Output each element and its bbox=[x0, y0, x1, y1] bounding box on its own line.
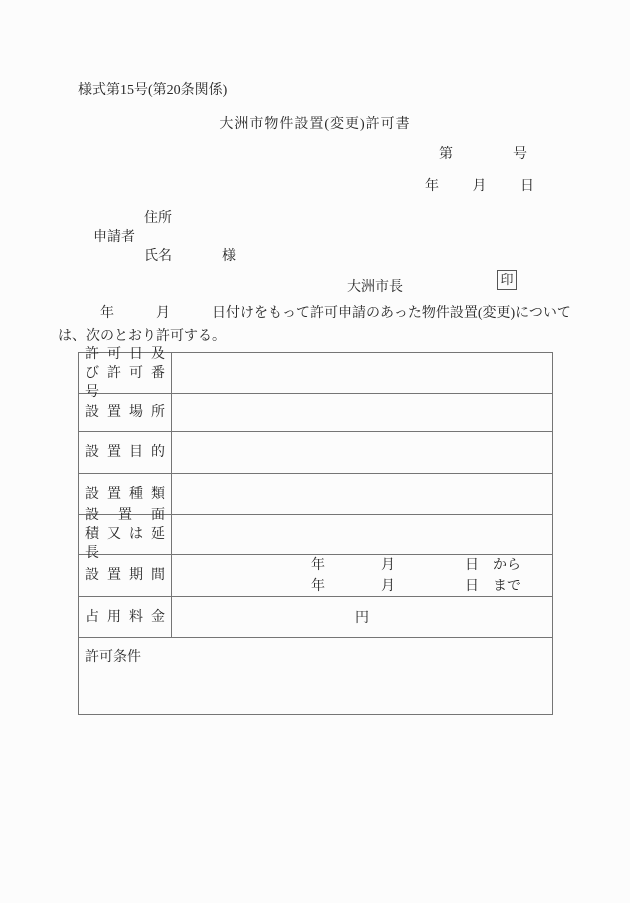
body-line-2: は、次のとおり許可する。 bbox=[58, 329, 226, 344]
form-number: 様式第15号(第20条関係) bbox=[78, 83, 228, 98]
permit-conditions-label: 許可条件 bbox=[85, 650, 141, 665]
document-number-line bbox=[439, 143, 527, 163]
permit-table bbox=[78, 346, 553, 715]
table-row-install-period bbox=[79, 555, 552, 597]
table-row-install-purpose bbox=[79, 432, 552, 474]
row-label: 設 置 面 積 又 は 延 長 bbox=[79, 515, 172, 554]
date-day-label: 日 bbox=[520, 179, 534, 194]
row-value-blank bbox=[172, 515, 552, 554]
table-row-permit-date-number bbox=[79, 346, 552, 400]
row-value-period bbox=[172, 555, 552, 596]
doc-number-suffix: 号 bbox=[513, 147, 527, 162]
table-row-permit-conditions bbox=[79, 638, 552, 714]
issuer-title: 大洲市長 bbox=[347, 280, 403, 295]
page-title: 大洲市物件設置(変更)許可書 bbox=[219, 117, 411, 132]
table-row-install-location bbox=[79, 394, 552, 432]
row-label: 許 可 日 及 び 許 可 番 号 bbox=[79, 353, 172, 393]
row-value-blank bbox=[172, 474, 552, 514]
doc-number-prefix: 第 bbox=[439, 147, 453, 162]
period-from-line: 年 月 日 から bbox=[311, 557, 521, 573]
seal-mark: 印 bbox=[497, 270, 517, 290]
applicant-group-label: 申請者 bbox=[93, 230, 135, 245]
row-label: 占 用 料 金 bbox=[79, 597, 172, 637]
row-value-blank bbox=[172, 432, 552, 473]
row-label: 設 置 目 的 bbox=[79, 432, 172, 473]
row-value-blank bbox=[172, 394, 552, 431]
permit-conditions-cell bbox=[79, 638, 552, 714]
body-line-1: 年 月 日付けをもって許可申請のあった物件設置(変更)について bbox=[58, 306, 571, 321]
row-value-fee bbox=[172, 597, 552, 637]
applicant-address-label: 住所 bbox=[144, 211, 172, 226]
date-year-label: 年 bbox=[425, 179, 439, 194]
row-label: 設 置 種 類 bbox=[79, 474, 172, 514]
date-month-label: 月 bbox=[472, 179, 487, 194]
applicant-name-label: 氏名 bbox=[144, 249, 172, 264]
yen-unit-label: 円 bbox=[355, 611, 369, 626]
row-label: 設 置 期 間 bbox=[79, 555, 172, 596]
period-to-line: 年 月 日 まで bbox=[311, 578, 521, 594]
table-row-occupancy-fee bbox=[79, 597, 552, 638]
applicant-honorific: 様 bbox=[222, 249, 236, 264]
issue-date-line bbox=[425, 175, 534, 195]
body-paragraph bbox=[58, 302, 578, 348]
row-value-blank bbox=[172, 353, 552, 393]
table-row-install-area bbox=[79, 508, 552, 561]
row-label: 設 置 場 所 bbox=[79, 394, 172, 431]
